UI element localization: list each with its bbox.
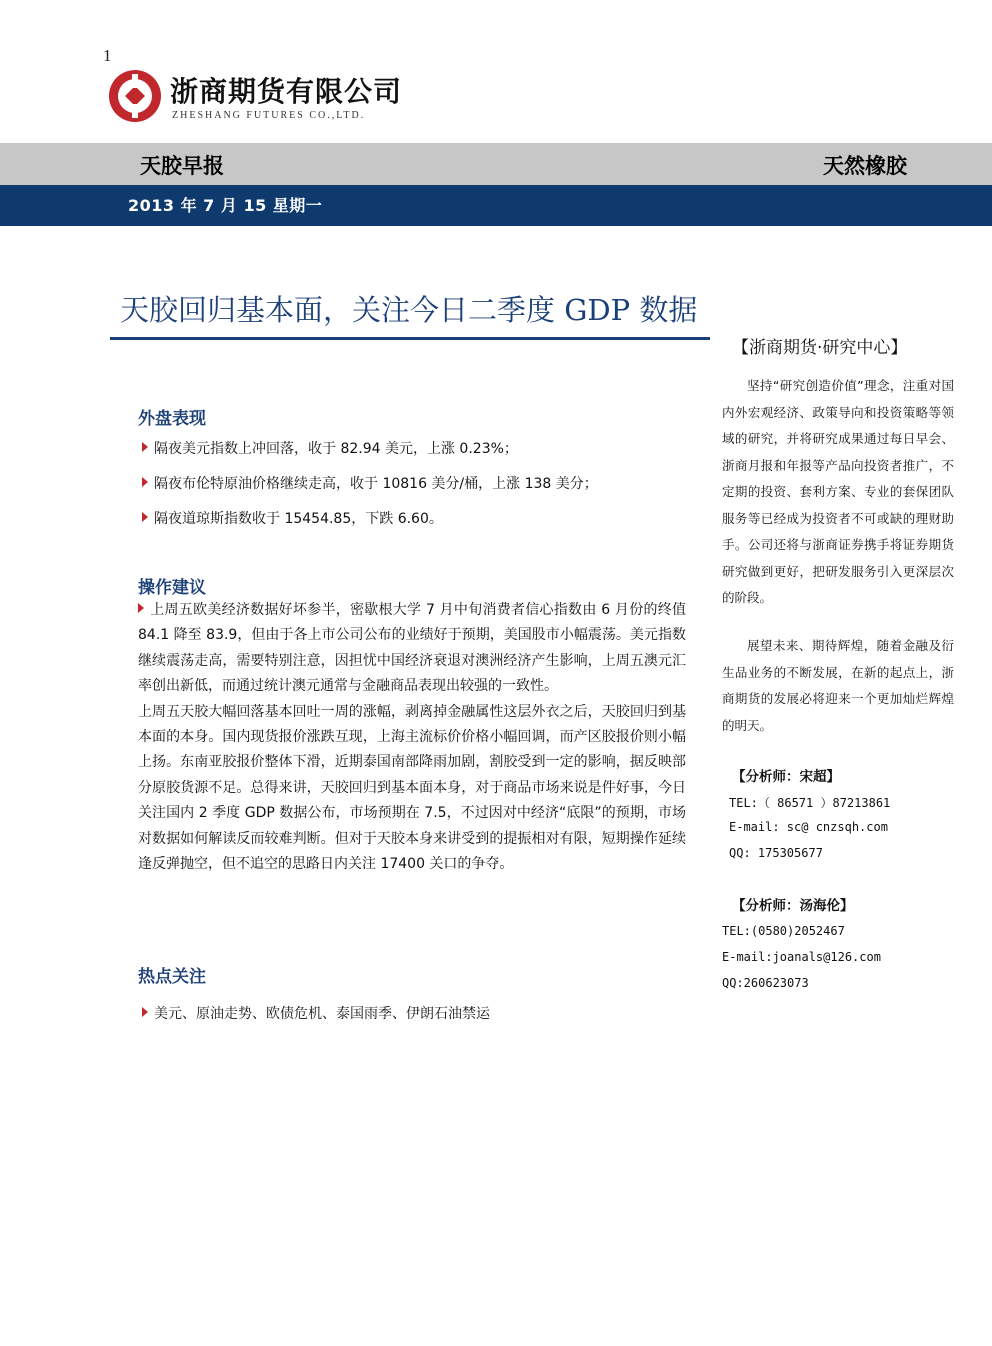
analyst-2-label: 【分析师：汤海伦】	[732, 898, 854, 914]
section-heading-overseas: 外盘表现	[138, 409, 206, 429]
report-date: 2013 年 7 月 15 星期一	[128, 196, 323, 215]
company-name-cn: 浙商期货有限公司	[170, 75, 403, 108]
bullet-arrow-icon	[142, 442, 148, 452]
list-item: 隔夜道琼斯指数收于 15454.85，下跌 6.60。	[142, 508, 443, 528]
page-title: 天胶回归基本面，关注今日二季度 GDP 数据	[120, 293, 698, 327]
company-logo-icon	[107, 68, 163, 124]
analyst-1-qq: QQ: 175305677	[729, 846, 823, 860]
analyst-1-email: E-mail: sc@ cnzsqh.com	[729, 820, 888, 834]
page-number: 1	[103, 46, 112, 65]
section-heading-advice: 操作建议	[138, 578, 206, 598]
sidebar-paragraph-2: 展望未来、期待辉煌，随着金融及衍生品业务的不断发展，在新的起点上，浙商期货的发展必将迎来一个更加灿烂辉煌的明天。	[722, 638, 954, 733]
analyst-1-tel: TEL:（ 86571 ）87213861	[729, 796, 891, 810]
report-name: 天胶早报	[140, 154, 224, 178]
title-underline	[110, 337, 710, 340]
section-heading-hotspot: 热点关注	[138, 967, 206, 987]
bullet-arrow-icon	[142, 1007, 148, 1017]
analyst-2-email: E-mail:joanals@126.com	[722, 950, 881, 964]
bullet-arrow-icon	[142, 512, 148, 522]
bullet-arrow-icon	[138, 603, 144, 613]
sidebar-paragraph-1: 坚持“研究创造价值”理念，注重对国内外宏观经济、政策导向和投资策略等领域的研究，并将研究成果通过每日早会、浙商月报和年报等产品向投资者推广，不定期的投资、套利方案、专业的套保团队服务等已经成为投资者不可或缺的理财助手。公司还将与浙商证券携手将证券期货研究做到更好，把研发服务引入更深层次的阶段。	[722, 378, 954, 605]
list-item: 隔夜布伦特原油价格继续走高，收于 10816 美分/桶，上涨 138 美分；	[142, 473, 598, 493]
list-item: 隔夜美元指数上冲回落，收于 82.94 美元，上涨 0.23%；	[142, 438, 518, 458]
report-category: 天然橡胶	[823, 154, 907, 178]
list-item: 美元、原油走势、欧债危机、泰国雨季、伊朗石油禁运	[142, 1003, 490, 1023]
sidebar-title: 【浙商期货·研究中心】	[732, 338, 908, 358]
bullet-arrow-icon	[142, 477, 148, 487]
analyst-2-qq: QQ:260623073	[722, 976, 809, 990]
advice-paragraph-1: 上周五欧美经济数据好坏参半，密歇根大学 7 月中旬消费者信心指数由 6 月份的终值 84.1 降至 83.9，但由于各上市公司公布的业绩好于预期，美国股市小幅震荡。美元指数继续震荡走高，需要特别注意，因担忧中国经济衰退对澳洲经济产生影响，上周五澳元汇率创出新低，而通过统计澳元通常与金融商品表现出较强的一致性。	[138, 602, 686, 695]
advice-text	[138, 598, 686, 877]
advice-paragraph-2: 上周五天胶大幅回落基本回吐一周的涨幅，剥离掉金融属性这层外衣之后，天胶回归到基本面的本身。国内现货报价涨跌互现，上海主流标价价格小幅回调，而产区胶报价则小幅上扬。东南亚胶报价整体下滑，近期泰国南部降雨加剧，割胶受到一定的影响，据反映部分原胶货源不足。总得来讲，天胶回归到基本面本身，对于商品市场来说是件好事，今日关注国内 2 季度 GDP 数据公布，市场预期在 7.5，不过因对中经济“底限”的预期，市场对数据如何解读反而较难判断。但对于天胶本身来讲受到的提振相对有限，短期操作延续逢反弹抛空，但不追空的思路日内关注 17400 关口的争夺。	[138, 703, 686, 873]
company-name-en: ZHESHANG FUTURES CO.,LTD.	[172, 110, 366, 121]
analyst-2-tel: TEL:(0580)2052467	[722, 924, 845, 938]
analyst-1-label: 【分析师：宋超】	[732, 769, 840, 785]
